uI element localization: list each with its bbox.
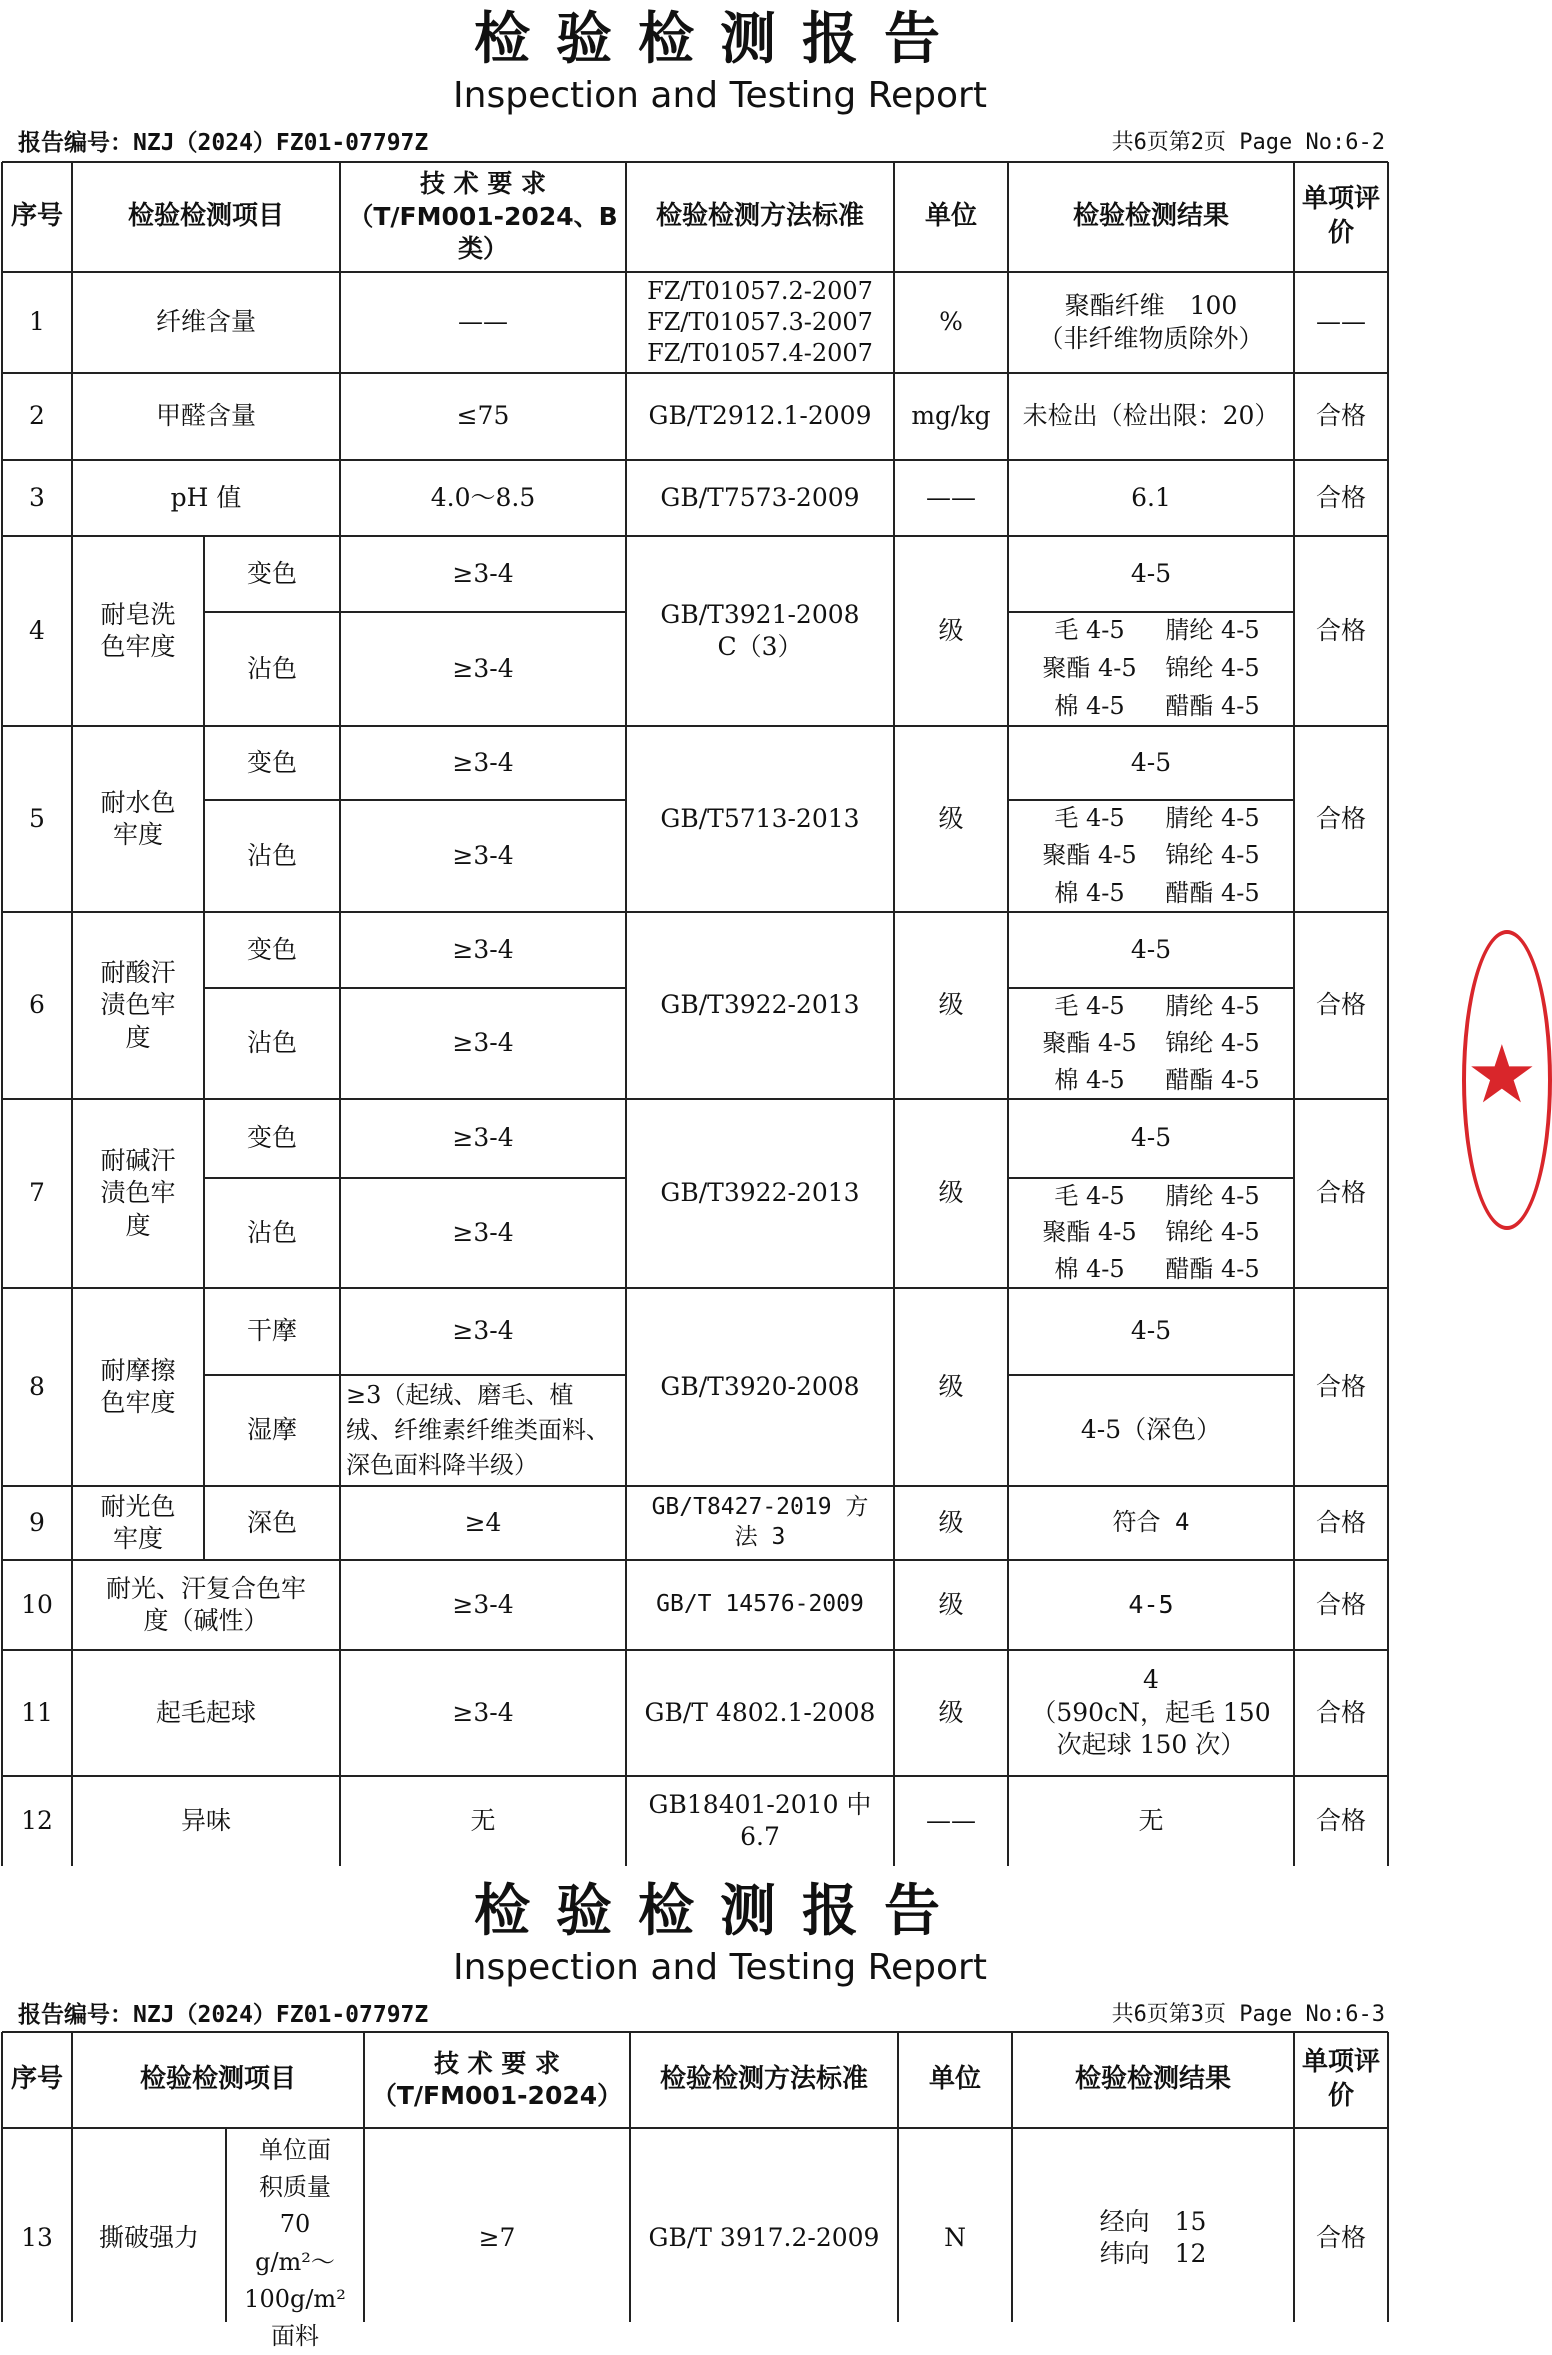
row-item: 耐酸汗 渍色牢 度 <box>100 957 176 1052</box>
stain-result: 毛 4-5 <box>1054 991 1125 1020</box>
row-requirement: ≥3（起绒、磨毛、植绒、纤维素纤维类面料、深色面料降半级） <box>346 1381 610 1479</box>
row-unit: 级 <box>938 803 964 833</box>
stain-result: 腈纶 4-5 <box>1165 991 1260 1020</box>
row-requirement: 4.0～8.5 <box>430 482 536 512</box>
row-requirement: ≥3-4 <box>452 1123 514 1153</box>
row-item: pH 值 <box>170 482 242 512</box>
row-item: 耐碱汗 渍色牢 度 <box>100 1145 176 1240</box>
row-seq: 13 <box>21 2222 53 2252</box>
row-requirement: ≥3-4 <box>452 1697 514 1727</box>
row-unit: 级 <box>938 1507 964 1537</box>
stain-result: 棉 4-5 <box>1054 692 1125 721</box>
row-eval: 合格 <box>1315 401 1366 431</box>
row-result: 4 （590cN，起毛 150 次起球 150 次） <box>1031 1665 1271 1760</box>
row-item: 纤维含量 <box>155 307 256 337</box>
seal-star-icon: ★ <box>1466 1028 1538 1121</box>
row-method: GB/T3921-2008 C（3） <box>660 599 860 661</box>
row-method: GB18401-2010 中 6.7 <box>648 1789 872 1851</box>
row-item: 耐光色 牢度 <box>100 1491 176 1553</box>
stain-result: 醋酯 4-5 <box>1165 878 1260 907</box>
row-unit: —— <box>926 1805 976 1835</box>
report-title-en: Inspection and Testing Report <box>453 1947 987 1988</box>
row-requirement: ≥4 <box>464 1507 502 1537</box>
stain-result: 毛 4-5 <box>1054 1181 1125 1210</box>
row-seq: 12 <box>21 1805 53 1835</box>
row-seq: 6 <box>29 990 45 1020</box>
row-requirement: ≥3-4 <box>452 747 514 777</box>
row-method: FZ/T01057.2-2007 FZ/T01057.3-2007 FZ/T01057.4-2007 <box>647 276 873 368</box>
row-seq: 5 <box>29 803 45 833</box>
row-requirement: ≥3-4 <box>452 1316 514 1346</box>
row-seq: 3 <box>29 482 45 512</box>
stain-result: 锦纶 4-5 <box>1165 654 1260 683</box>
stain-result: 棉 4-5 <box>1054 1255 1125 1284</box>
page-info: 共6页第2页 Page No:6-2 <box>1111 130 1385 155</box>
row-unit: mg/kg <box>911 401 991 431</box>
stain-result: 棉 4-5 <box>1054 1065 1125 1094</box>
row-subitem: 变色 <box>246 1123 297 1153</box>
row-requirement: ≥3-4 <box>452 1028 514 1058</box>
stain-result: 醋酯 4-5 <box>1165 1065 1260 1094</box>
stain-result: 腈纶 4-5 <box>1165 616 1260 645</box>
row-method: GB/T 14576-2009 <box>656 1591 864 1618</box>
row-unit: —— <box>926 482 976 512</box>
row-eval: 合格 <box>1315 1371 1366 1401</box>
row-subitem: 湿摩 <box>246 1415 297 1445</box>
row-subitem: 变色 <box>246 558 297 588</box>
row-item: 撕破强力 <box>98 2222 199 2252</box>
row-item: 耐皂洗 色牢度 <box>100 599 176 661</box>
row-result: 聚酯纤维 100 （非纤维物质除外） <box>1038 291 1264 353</box>
row-seq: 8 <box>29 1371 45 1401</box>
row-subitem: 深色 <box>246 1507 297 1537</box>
row-subitem: 沾色 <box>246 653 297 683</box>
row-unit: 级 <box>938 615 964 645</box>
row-seq: 7 <box>29 1178 45 1208</box>
col-header-requirement: 技 术 要 求 （T/FM001-2024） <box>371 2048 623 2110</box>
stain-result: 聚酯 4-5 <box>1042 841 1137 870</box>
row-result: 未检出（检出限：20） <box>1022 401 1280 431</box>
row-result: 4-5 <box>1130 747 1172 777</box>
row-eval: 合格 <box>1315 803 1366 833</box>
row-requirement: ≥3-4 <box>452 558 514 588</box>
row-seq: 10 <box>21 1589 53 1619</box>
row-requirement: ≥3-4 <box>452 840 514 870</box>
row-result: 6.1 <box>1131 482 1171 512</box>
col-header-eval: 单项评价 <box>1301 184 1380 248</box>
col-header-item: 检验检测项目 <box>127 201 284 232</box>
row-eval: 合格 <box>1315 1805 1366 1835</box>
stain-result: 聚酯 4-5 <box>1042 654 1137 683</box>
row-eval: 合格 <box>1315 482 1366 512</box>
row-result: 4-5 <box>1130 934 1172 964</box>
row-eval: 合格 <box>1315 1507 1366 1537</box>
stain-result: 毛 4-5 <box>1054 616 1125 645</box>
row-result: 4-5（深色） <box>1080 1415 1222 1445</box>
row-method: GB/T3920-2008 <box>660 1371 860 1401</box>
row-eval: —— <box>1316 307 1366 337</box>
col-header-unit: 单位 <box>924 201 977 232</box>
stain-result: 棉 4-5 <box>1054 878 1125 907</box>
stain-result: 锦纶 4-5 <box>1165 1028 1260 1057</box>
row-eval: 合格 <box>1315 990 1366 1020</box>
stain-result: 毛 4-5 <box>1054 804 1125 833</box>
row-method: GB/T7573-2009 <box>660 482 860 512</box>
row-result: 4-5 <box>1128 1589 1174 1619</box>
row-unit: 级 <box>938 1697 964 1727</box>
col-header-method: 检验检测方法标准 <box>659 2064 868 2095</box>
row-method: GB/T5713-2013 <box>660 803 860 833</box>
row-subitem: 沾色 <box>246 1028 297 1058</box>
row-subitem: 沾色 <box>246 840 297 870</box>
row-eval: 合格 <box>1315 1697 1366 1727</box>
row-requirement: ≥7 <box>478 2222 516 2252</box>
report-number: 报告编号：NZJ（2024）FZ01-07797Z <box>18 130 429 156</box>
stain-result: 锦纶 4-5 <box>1165 1218 1260 1247</box>
row-result: 4-5 <box>1130 558 1172 588</box>
row-result: 无 <box>1138 1805 1164 1835</box>
row-requirement: ≥3-4 <box>452 1217 514 1247</box>
row-requirement: ≤75 <box>456 401 510 431</box>
row-item: 耐摩擦 色牢度 <box>100 1355 176 1417</box>
row-method: GB/T 3917.2-2009 <box>648 2222 880 2252</box>
col-header-seq: 序号 <box>10 2064 63 2095</box>
row-result: 4-5 <box>1130 1316 1172 1346</box>
row-method: GB/T 4802.1-2008 <box>644 1697 876 1727</box>
report-title-cn: 检验检测报告 <box>474 7 966 72</box>
row-subitem: 沾色 <box>246 1217 297 1247</box>
row-seq: 2 <box>29 401 45 431</box>
row-subitem: 单位面 积质量 70 g/m²～ 100g/m² 面料 <box>244 2136 346 2350</box>
row-unit: 级 <box>938 1178 964 1208</box>
row-requirement: 无 <box>470 1805 496 1835</box>
row-result: 符合 4 <box>1112 1508 1190 1537</box>
stain-result: 腈纶 4-5 <box>1165 1181 1260 1210</box>
row-subitem: 变色 <box>246 934 297 964</box>
page-info: 共6页第3页 Page No:6-3 <box>1111 2002 1385 2027</box>
row-unit: % <box>939 307 963 337</box>
report-title-cn: 检验检测报告 <box>474 1879 966 1944</box>
stain-result: 醋酯 4-5 <box>1165 1255 1260 1284</box>
row-item: 甲醛含量 <box>155 401 256 431</box>
stain-result: 腈纶 4-5 <box>1165 804 1260 833</box>
row-seq: 9 <box>29 1507 45 1537</box>
col-header-method: 检验检测方法标准 <box>655 201 864 232</box>
row-requirement: ≥3-4 <box>452 934 514 964</box>
stain-result: 聚酯 4-5 <box>1042 1218 1137 1247</box>
report-title-en: Inspection and Testing Report <box>453 75 987 116</box>
row-method: GB/T3922-2013 <box>660 990 860 1020</box>
row-result: 经向 15 纬向 12 <box>1099 2206 1207 2268</box>
report-number: 报告编号：NZJ（2024）FZ01-07797Z <box>18 2002 429 2028</box>
row-item: 异味 <box>180 1805 231 1835</box>
row-requirement: ≥3-4 <box>452 653 514 683</box>
row-eval: 合格 <box>1315 615 1366 645</box>
row-method: GB/T2912.1-2009 <box>648 401 872 431</box>
col-header-item: 检验检测项目 <box>139 2064 296 2095</box>
stain-result: 聚酯 4-5 <box>1042 1028 1137 1057</box>
row-unit: 级 <box>938 1371 964 1401</box>
row-item: 起毛起球 <box>155 1697 256 1727</box>
col-header-result: 检验检测结果 <box>1074 2064 1231 2095</box>
col-header-eval: 单项评价 <box>1301 2047 1380 2111</box>
col-header-requirement: 技 术 要 求 （T/FM001-2024、B类） <box>348 169 618 264</box>
row-requirement: ≥3-4 <box>452 1589 514 1619</box>
row-unit: 级 <box>938 1589 964 1619</box>
row-requirement: —— <box>458 307 508 337</box>
row-subitem: 变色 <box>246 747 297 777</box>
col-header-unit: 单位 <box>928 2064 981 2095</box>
row-subitem: 干摩 <box>246 1316 297 1346</box>
row-unit: N <box>944 2222 966 2252</box>
stain-result: 醋酯 4-5 <box>1165 692 1260 721</box>
row-result: 4-5 <box>1130 1123 1172 1153</box>
row-item: 耐水色 牢度 <box>100 787 176 849</box>
stain-result: 锦纶 4-5 <box>1165 841 1260 870</box>
row-seq: 1 <box>29 307 45 337</box>
row-seq: 11 <box>21 1697 53 1727</box>
row-eval: 合格 <box>1315 1178 1366 1208</box>
col-header-seq: 序号 <box>10 201 63 232</box>
row-eval: 合格 <box>1315 2222 1366 2252</box>
row-method: GB/T3922-2013 <box>660 1178 860 1208</box>
row-seq: 4 <box>29 615 45 645</box>
col-header-result: 检验检测结果 <box>1072 201 1229 232</box>
row-item: 耐光、汗复合色牢 度（碱性） <box>105 1573 306 1635</box>
row-unit: 级 <box>938 990 964 1020</box>
row-method: GB/T8427-2019 方 法 3 <box>651 1494 869 1550</box>
row-eval: 合格 <box>1315 1589 1366 1619</box>
